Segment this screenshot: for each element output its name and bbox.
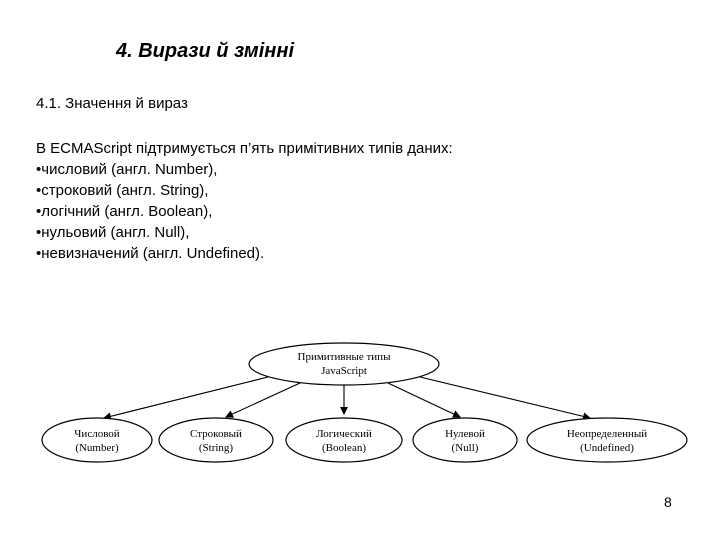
page-number: 8	[664, 494, 672, 510]
type-item-number: •числовий (англ. Number),	[36, 161, 218, 178]
section-subtitle: 4.1. Значення й вираз	[36, 95, 188, 112]
type-item-string: •строковий (англ. String),	[36, 182, 209, 199]
root-node-label-2: JavaScript	[321, 365, 367, 377]
child-node-number	[42, 418, 152, 462]
child-node-null	[413, 418, 517, 462]
child-node-boolean-label-2: (Boolean)	[322, 442, 366, 454]
root-node	[249, 343, 439, 385]
child-node-string	[159, 418, 273, 462]
child-node-null-label-2: (Null)	[451, 442, 479, 454]
child-node-number-label-1: Числовой	[74, 428, 120, 440]
intro-line: В ECMAScript підтримується п’ять примітивних типів даних:	[36, 140, 453, 157]
child-node-null-label-1: Нулевой	[445, 428, 485, 440]
child-node-string-label-2: (String)	[198, 442, 234, 454]
arrow-to-null	[388, 383, 460, 417]
type-item-undefined: •невизначений (англ. Undefined).	[36, 245, 265, 262]
child-node-boolean	[286, 418, 402, 462]
slide-title: 4. Вирази й змінні	[116, 40, 294, 62]
child-node-number-label-2: (Number)	[75, 442, 119, 454]
child-node-undefined	[527, 418, 687, 462]
child-node-undefined-label-2: (Undefined)	[580, 442, 634, 454]
child-node-boolean-label-1: Логический	[316, 428, 372, 440]
arrow-to-string	[226, 383, 300, 417]
arrow-to-undefined	[420, 377, 590, 418]
root-node-label-1: Примитивные типы	[297, 351, 391, 363]
type-item-boolean: •логічний (англ. Boolean),	[36, 203, 213, 220]
type-item-null: •нульовий (англ. Null),	[36, 224, 190, 241]
child-node-undefined-label-1: Неопределенный	[566, 428, 648, 440]
child-node-string-label-1: Строковый	[190, 428, 242, 440]
arrow-to-number	[104, 377, 268, 418]
